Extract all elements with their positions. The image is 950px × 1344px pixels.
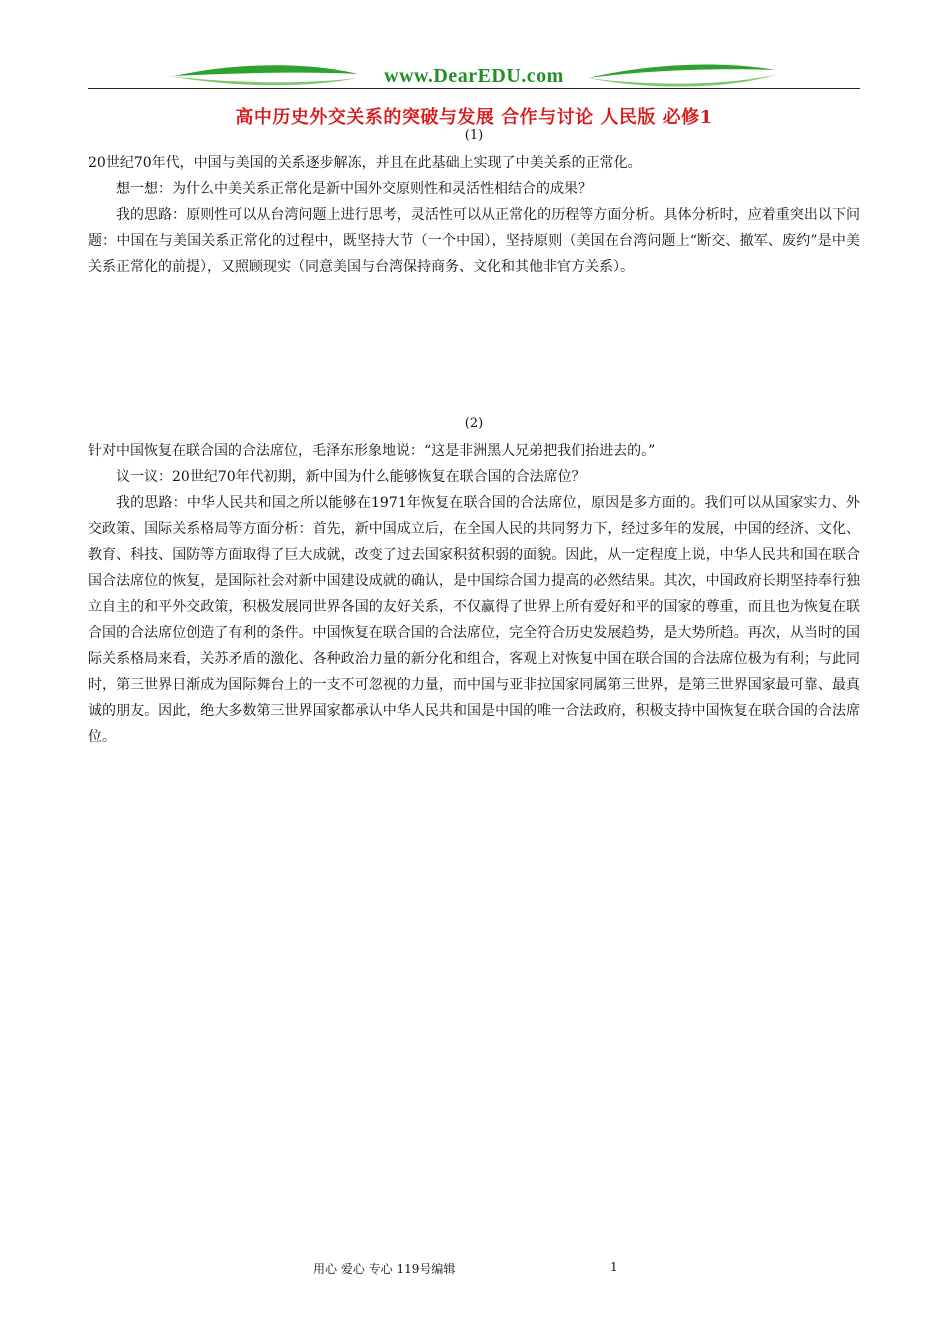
section-number-1: (1)	[464, 128, 484, 143]
footer-editor: 用心 爱心 专心 119号编辑	[313, 1262, 456, 1276]
header-rule	[88, 88, 860, 89]
section-1-body	[88, 150, 860, 280]
paragraph: 我的思路：中华人民共和国之所以能够在1971年恢复在联合国的合法席位，原因是多方面的。我们可以从国家实力、外交政策、国际关系格局等方面分析：首先，新中国成立后，在全国人民的共同努力下，经过多年的发展，中国的经济、文化、教育、科技、国防等方面取得了巨大成就，改变了过去国家积贫积弱的面貌。因此，从一定程度上说，中华人民共和国在联合国合法席位的恢复，是国际社会对新中国建设成就的确认，是中国综合国力提高的必然结果。其次，中国政府长期坚持奉行独立自主的和平外交政策，积极发展同世界各国的友好关系，不仅赢得了世界上所有爱好和平的国家的尊重，而且也为恢复在联合国的合法席位创造了有利的条件。中国恢复在联合国的合法席位，完全符合历史发展趋势，是大势所趋。再次，从当时的国际关系格局来看，关苏矛盾的激化、各种政治力量的新分化和组合，客观上对恢复中国在联合国的合法席位极为有利；与此同时，第三世界日渐成为国际舞台上的一支不可忽视的力量，而中国与亚非拉国家同属第三世界，是第三世界国家最可靠、最真诚的朋友。因此，绝大多数第三世界国家都承认中华人民共和国是中国的唯一合法政府，积极支持中国恢复在联合国的合法席位。	[88, 495, 860, 745]
section-2-body	[88, 438, 860, 750]
paragraph: 议一议：20世纪70年代初期，新中国为什么能够恢复在联合国的合法席位？	[116, 469, 586, 485]
page-number: 1	[610, 1260, 618, 1274]
paragraph: 想一想：为什么中美关系正常化是新中国外交原则性和灵活性相结合的成果？	[116, 181, 592, 197]
paragraph: 针对中国恢复在联合国的合法席位，毛泽东形象地说：“这是非洲黑人兄弟把我们抬进去的。”	[88, 443, 656, 459]
site-brand: www.DearEDU.com	[384, 65, 564, 87]
site-header	[88, 62, 860, 92]
page-title: 高中历史外交关系的突破与发展 合作与讨论 人民版 必修1	[235, 107, 713, 128]
section-number-2: (2)	[464, 416, 484, 431]
paragraph: 我的思路：原则性可以从台湾问题上进行思考，灵活性可以从正常化的历程等方面分析。具体分析时，应着重突出以下问题：中国在与美国关系正常化的过程中，既坚持大节（一个中国），坚持原则（美国在台湾问题上“断交、撤军、废约”是中美关系正常化的前提），又照顾现实（同意美国与台湾保持商务、文化和其他非官方关系）。	[88, 207, 860, 275]
paragraph: 20世纪70年代，中国与美国的关系逐步解冻，并且在此基础上实现了中美关系的正常化。	[88, 155, 642, 171]
